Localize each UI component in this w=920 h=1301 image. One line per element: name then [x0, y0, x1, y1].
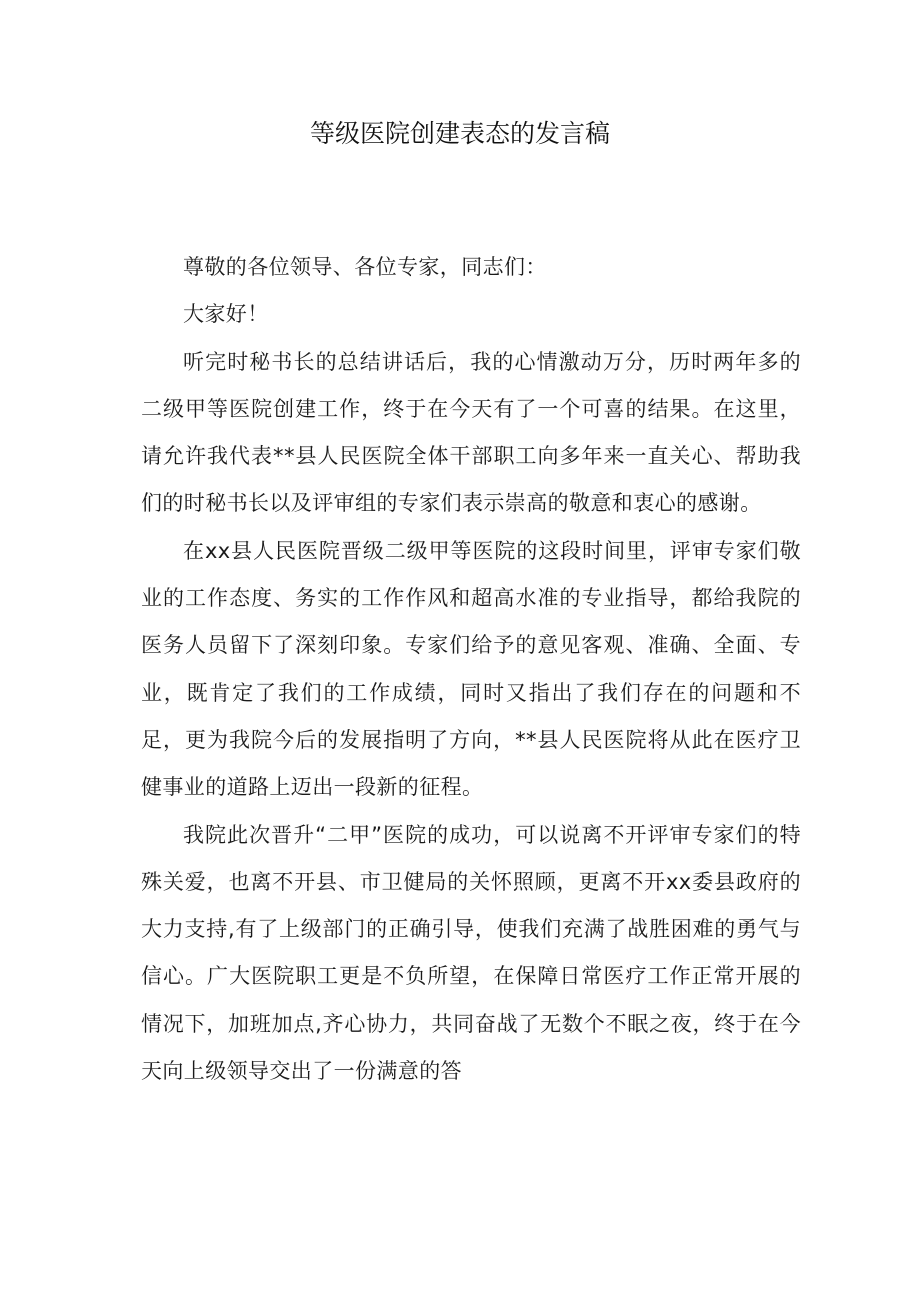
- body-paragraph-2: 在xx县人民医院晋级二级甲等医院的这段时间里，评审专家们敬业的工作态度、务实的工作作风和超高水准的专业指导，都给我院的医务人员留下了深刻印象。专家们给予的意见客观、准确、全面、专业，既肯定了我们的工作成绩，同时又指出了我们存在的问题和不足，更为我院今后的发展指明了方向，**县人民医院将从此在医疗卫健事业的道路上迈出一段新的征程。: [141, 538, 801, 800]
- body-paragraph-3: 我院此次晋升“二甲”医院的成功，可以说离不开评审专家们的特殊关爱，也离不开县、市卫健局的关怀照顾，更离不开xx委县政府的大力支持,有了上级部门的正确引导，使我们充满了战胜困难的勇气与信心。广大医院职工更是不负所望，在保障日常医疗工作正常开展的情况下，加班加点,齐心协力，共同奋战了无数个不眠之夜，终于在今天向上级领导交出了一份满意的答: [141, 822, 801, 1084]
- document-body: [141, 244, 801, 1095]
- salutation-paragraph: 尊敬的各位领导、各位专家，同志们：: [183, 255, 547, 279]
- body-paragraph-1: 听完时秘书长的总结讲话后，我的心情激动万分，历时两年多的二级甲等医院创建工作，终于在今天有了一个可喜的结果。在这里，请允许我代表**县人民医院全体干部职工向多年来一直关心、帮助我们的时秘书长以及评审组的专家们表示崇高的敬意和衷心的感谢。: [141, 349, 801, 516]
- document-title: 等级医院创建表态的发言稿: [309, 119, 610, 148]
- greeting-paragraph: 大家好！: [183, 302, 269, 327]
